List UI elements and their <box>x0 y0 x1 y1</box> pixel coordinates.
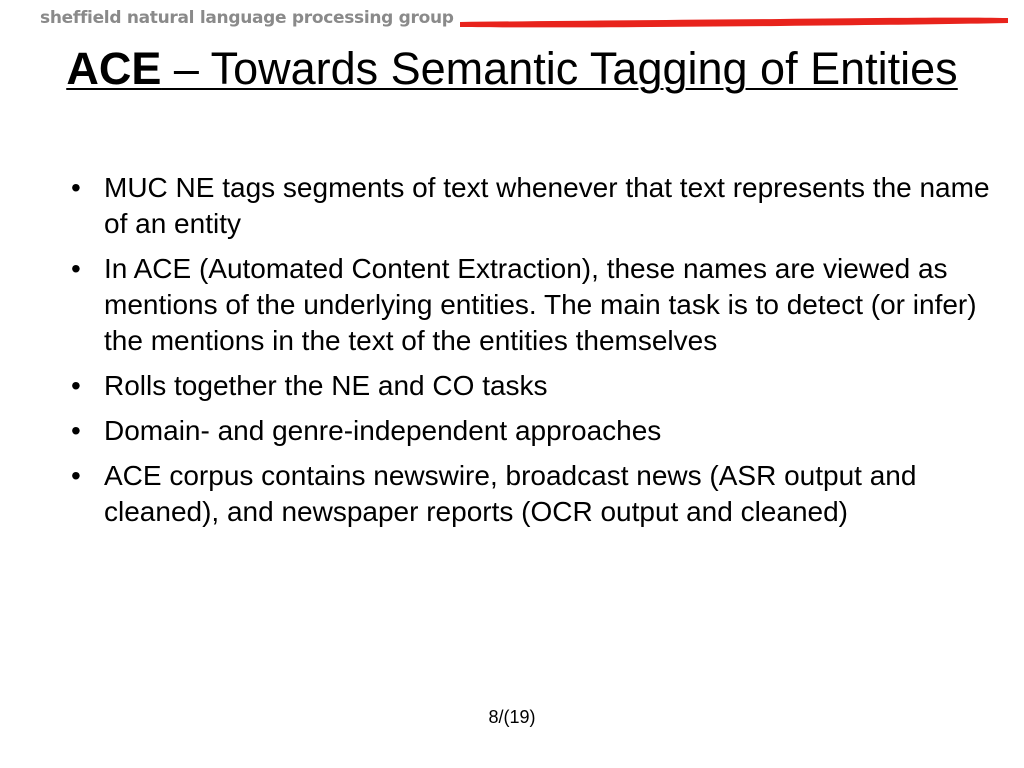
bullet-text: In ACE (Automated Content Extraction), these names are viewed as mentions of the underlying entities. The main task is to detect (or infer) the mentions in the text of the entities themselves <box>104 253 977 356</box>
slide-title <box>60 40 964 97</box>
header-accent-line <box>460 6 1008 40</box>
bullet-text: ACE corpus contains newswire, broadcast news (ASR output and cleaned), and newspaper reports (OCR output and cleaned) <box>104 460 917 527</box>
bullet-list <box>60 170 990 539</box>
bullet-marker: • <box>71 172 81 203</box>
list-item <box>60 413 990 449</box>
list-item <box>60 458 990 530</box>
bullet-text: Domain- and genre-independent approaches <box>104 415 662 446</box>
list-item <box>60 170 990 242</box>
list-item <box>60 368 990 404</box>
header-logo: sheffield natural language processing group <box>40 8 454 28</box>
bullet-marker: • <box>71 460 81 491</box>
page-number: 8/(19) <box>488 707 536 727</box>
title-acronym: ACE <box>66 43 162 94</box>
bullet-marker: • <box>71 370 81 401</box>
list-item <box>60 251 990 359</box>
accent-stroke <box>460 18 1008 28</box>
bullet-marker: • <box>71 253 81 284</box>
bullet-text: Rolls together the NE and CO tasks <box>104 370 548 401</box>
bullet-text: MUC NE tags segments of text whenever that text represents the name of an entity <box>104 172 990 239</box>
title-subtitle: – Towards Semantic Tagging of Entities <box>161 43 958 94</box>
bullet-marker: • <box>71 415 81 446</box>
